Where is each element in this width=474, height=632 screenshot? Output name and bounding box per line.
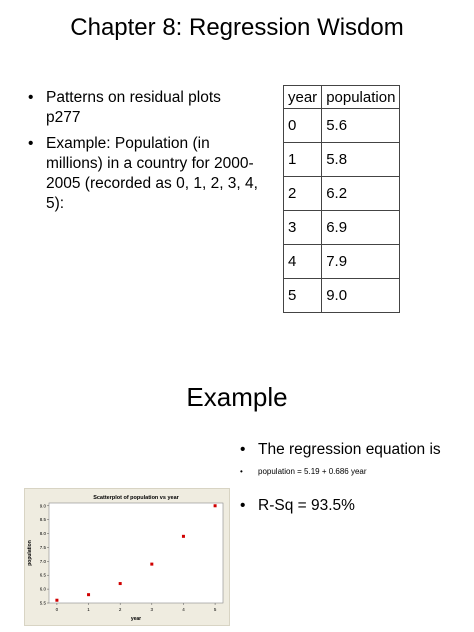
- bullet-item: • Example: Population (in millions) in a country for 2000-2005 (recorded as 0, 1, 2, 3, 4, 5):: [28, 134, 258, 214]
- y-tick-label: 7.5: [39, 544, 46, 550]
- population-table: [283, 85, 400, 313]
- year-cell: 3: [284, 211, 322, 245]
- slide-title: Example: [186, 382, 288, 412]
- y-tick-label: 9.0: [39, 503, 46, 509]
- y-axis-label: population: [27, 540, 33, 566]
- x-tick-label: 2: [118, 607, 122, 612]
- data-point: [214, 504, 217, 507]
- y-tick-label: 8.0: [39, 531, 46, 537]
- column-header-year: year: [284, 86, 322, 109]
- year-cell: 5: [284, 279, 322, 313]
- x-tick-label: 4: [182, 607, 185, 612]
- x-tick-label: 5: [213, 607, 217, 612]
- table-row: [284, 143, 400, 177]
- table-row: [284, 211, 400, 245]
- table-row: [284, 245, 400, 279]
- scatterplot-svg: [25, 489, 229, 625]
- x-tick-label: 0: [55, 607, 59, 612]
- regression-equation: • population = 5.19 + 0.686 year: [240, 466, 460, 478]
- column-header-population: population: [322, 86, 400, 109]
- year-cell: 2: [284, 177, 322, 211]
- bullet-list: [240, 440, 460, 522]
- table-row: [284, 177, 400, 211]
- table-row: [284, 279, 400, 313]
- table-header-row: [284, 86, 400, 109]
- population-cell: 5.6: [322, 109, 400, 143]
- population-cell: 9.0: [322, 279, 400, 313]
- y-tick-label: 6.0: [39, 586, 46, 592]
- population-cell: 6.9: [322, 211, 400, 245]
- data-point: [119, 582, 122, 585]
- x-tick-label: 3: [150, 607, 154, 612]
- data-point: [150, 563, 153, 566]
- data-point: [87, 593, 90, 596]
- bullet-item: • Patterns on residual plots p277: [28, 88, 258, 128]
- scatterplot: [24, 488, 230, 626]
- r-squared: • R-Sq = 93.5%: [240, 496, 460, 516]
- bullet-item: • The regression equation is: [240, 440, 460, 460]
- x-tick-label: 1: [87, 607, 90, 612]
- data-point: [182, 535, 185, 538]
- chart-title: Scatterplot of population vs year: [93, 495, 179, 501]
- y-tick-label: 8.5: [39, 517, 46, 523]
- population-cell: 7.9: [322, 245, 400, 279]
- slide-2: [0, 316, 474, 632]
- data-point: [55, 599, 58, 602]
- year-cell: 0: [284, 109, 322, 143]
- table-row: [284, 109, 400, 143]
- year-cell: 4: [284, 245, 322, 279]
- population-cell: 6.2: [322, 177, 400, 211]
- bullet-list: [28, 88, 258, 220]
- slide-title: Chapter 8: Regression Wisdom: [70, 14, 404, 41]
- x-axis-label: year: [130, 616, 142, 622]
- plot-area: [49, 503, 223, 603]
- y-tick-label: 6.5: [39, 572, 46, 578]
- year-cell: 1: [284, 143, 322, 177]
- y-tick-label: 5.5: [39, 600, 46, 606]
- population-cell: 5.8: [322, 143, 400, 177]
- y-tick-label: 7.0: [39, 558, 46, 564]
